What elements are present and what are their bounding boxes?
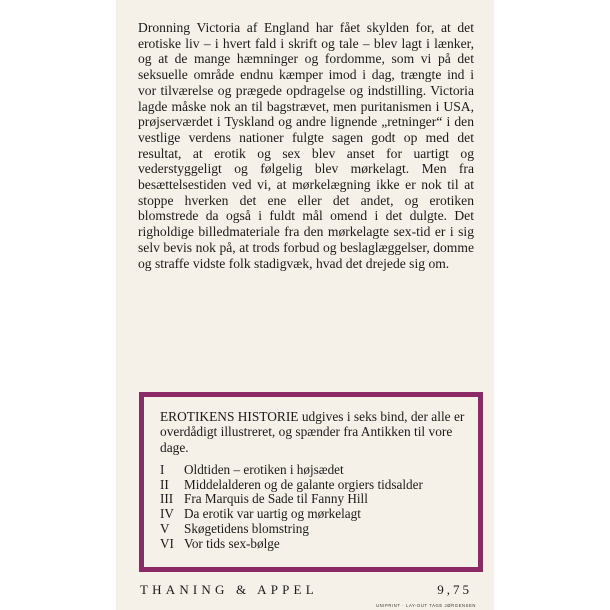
series-intro-rest: udgives i seks bind, der alle er overdådigt illustreret, og spænder fra Antikken til vore dage.	[160, 409, 465, 455]
volume-number: IV	[160, 506, 174, 522]
volume-title: Middelalderen og de galante orgiers tidsalder	[184, 476, 423, 492]
volume-title: Fra Marquis de Sade til Fanny Hill	[184, 491, 368, 507]
series-intro	[160, 409, 470, 455]
series-title: EROTIKENS HISTORIE	[160, 409, 299, 424]
volume-item	[160, 463, 480, 478]
volume-number: III	[160, 491, 174, 507]
volume-title: Skøgetidens blomstring	[184, 520, 309, 536]
volume-number: I	[160, 462, 165, 477]
book-back-cover	[116, 0, 494, 610]
blurb-text	[138, 20, 474, 271]
volume-item	[160, 492, 480, 507]
volume-list	[160, 463, 480, 551]
volume-title: Oldtiden – erotiken i højsædet	[184, 462, 344, 477]
price-label: 9,75	[437, 582, 472, 597]
volume-title: Da erotik var uartig og mørkelagt	[184, 506, 361, 522]
volume-item	[160, 522, 480, 537]
volume-number: VI	[160, 535, 174, 551]
volume-item	[160, 507, 480, 522]
print-credit: UNIPRINT · LAY-OUT TAGE JØRGENSEN	[376, 603, 476, 608]
volume-title: Vor tids sex-bølge	[184, 535, 280, 551]
volume-number: V	[160, 520, 170, 536]
series-info-box	[139, 392, 483, 572]
volume-item	[160, 478, 480, 493]
volume-number: II	[160, 476, 169, 492]
publisher-name: THANING & APPEL	[140, 582, 318, 597]
volume-item	[160, 537, 480, 552]
blurb-paragraph: Dronning Victoria af England har fået skylden for, at det erotiske liv – i hvert fald i skrift og tale – blev lagt i lænker, og at de mange hæmninger og fordomme, som vi på det seksuelle område endnu kæmper imod i dag, trængte ind i vor tilværelse og prægede opdragelse og indstilling. Victoria lagde måske nok an til bagstrævet, men puritanismen i USA, prøjserværdet i Tyskland og andre lignende „retninger“ i den vestlige verdens nationer fulgte sagen godt op med det resultat, at erotik og sex blev anset for uartigt og vederstyggeligt og følgelig blev mørkelagt. Men fra besættelsestiden ved vi, at mørkelægning ikke er nok til at stoppe hverken det ene eller det andet, og erotiken blomstrede da også i fuldt mål omend i det dulgte. Det righoldige billedmateriale fra den mørkelagte sex-tid er i sig selv bevis nok på, at trods forbud og beslaglæggelser, domme og straffe vidste folk stadigvæk, hvad det drejede sig om.	[138, 20, 474, 271]
